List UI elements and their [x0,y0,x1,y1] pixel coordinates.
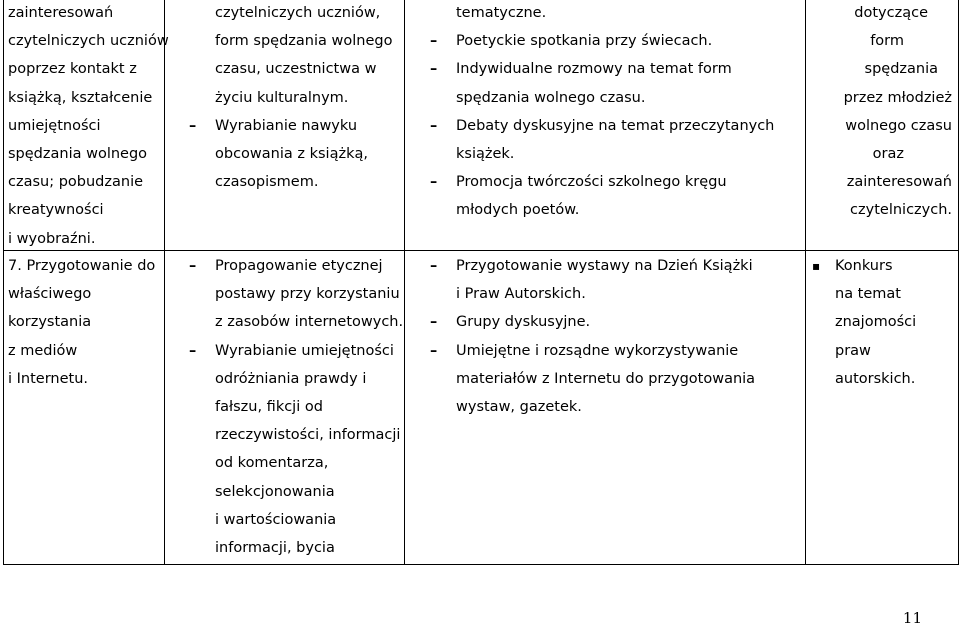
text-line: umiejętności [8,117,101,134]
text-line: dotyczące [854,5,928,21]
text-line: zainteresowań [8,5,114,21]
text-line: czasu; pobudzanie [8,174,144,191]
text-line: czytelniczych. [850,202,952,219]
list-item [430,308,755,336]
text-line: zainteresowań [846,174,952,191]
table-border-left [3,0,4,565]
text-line: i wartościowania [215,511,337,528]
text-line: tematyczne. [456,5,547,21]
text-line: informacji, bycia [215,540,335,557]
text-line: rzeczywistości, informacji [215,427,401,444]
text-line: spędzania [864,61,938,78]
text-line: Promocja twórczości szkolnego kręgu [456,174,727,191]
list-item [430,112,775,168]
text-line: Umiejętne i rozsądne wykorzystywanie [456,342,739,359]
text-line: selekcjonowania [215,483,335,500]
text-line: Poetyckie spotkania przy świecach. [456,33,713,50]
text-line: wystaw, gazetek. [456,399,582,416]
row1-tasks-cell [189,0,393,196]
text-line: praw [835,342,871,359]
text-line: oraz [872,146,904,163]
dash-bullet-icon: – [189,258,197,274]
text-line: przez młodzież [843,89,952,106]
row1-outcomes-cell [812,0,952,225]
text-line: właściwego [8,286,92,303]
row2-tasks-cell [189,252,404,562]
text-line: form [870,33,904,50]
text-line: od komentarza, [215,455,329,472]
table-border-col3 [805,0,806,565]
row1-goal-cell [8,0,169,253]
text-line: spędzania wolnego czasu. [456,89,646,106]
table-border-right [958,0,959,565]
text-line: książką, kształcenie [8,89,153,106]
text-line: z zasobów internetowych. [215,314,404,331]
dash-bullet-icon: – [430,258,438,274]
text-line: na temat [835,286,901,303]
text-line: spędzania wolnego [8,146,148,163]
text-line: Debaty dyskusyjne na temat przeczytanych [456,117,775,134]
dash-bullet-icon: – [430,314,438,331]
text-line: znajomości [835,314,917,331]
text-line: Przygotowanie wystawy na Dzień Książki [456,258,753,274]
table-border-bottom [3,564,959,565]
list-item [189,112,392,197]
square-bullet-icon: ▪ [812,259,821,273]
dash-bullet-icon: – [189,117,197,134]
page-number: 11 [902,609,922,627]
text-line: materiałów z Internetu do przygotowania [456,370,756,387]
dash-bullet-icon: – [189,342,197,359]
text-line: postawy przy korzystaniu [215,286,400,303]
text-line: Indywidualne rozmowy na temat form [456,61,732,78]
text-line: autorskich. [835,370,916,387]
text-line: Propagowanie etycznej [215,258,383,274]
text-line: poprzez kontakt z [8,61,137,78]
list-item [430,55,774,111]
text-line: Wyrabianie nawyku [215,117,358,134]
dash-bullet-icon: – [430,61,438,78]
list-item [430,252,755,308]
text-line: i Praw Autorskich. [456,286,586,303]
text-line: fałszu, fikcji od [215,399,323,416]
text-line: 7. Przygotowanie do [8,258,156,274]
text-line: Konkurs [835,258,893,274]
row1-methods-cell [430,0,775,225]
list-item [189,252,404,337]
text-line: kreatywności [8,202,104,219]
text-line: odróżniania prawdy i [215,370,367,387]
row2-goal-cell [8,252,155,393]
list-item [430,168,774,224]
dash-bullet-icon: – [430,117,438,134]
list-item [430,27,774,55]
table-border-col2 [404,0,405,565]
text-line: Wyrabianie umiejętności [215,342,394,359]
dash-bullet-icon: – [430,33,438,50]
dash-bullet-icon: – [430,342,438,359]
text-line: korzystania [8,314,92,331]
text-line: czasopismem. [215,174,319,191]
row2-methods-cell [430,252,756,421]
row2-outcomes-cell [812,252,917,393]
text-line: czytelniczych uczniów [8,33,169,50]
text-line: czasu, uczestnictwa w [215,61,377,78]
text-line: młodych poetów. [456,202,580,219]
text-line: z mediów [8,342,78,359]
text-line: wolnego czasu [845,117,952,134]
list-item [189,337,403,563]
list-item [430,337,756,422]
dash-bullet-icon: – [430,174,438,191]
text-line: obcowania z książką, [215,146,368,163]
text-line: i Internetu. [8,370,89,387]
text-line: i wyobraźni. [8,230,96,247]
text-line: form spędzania wolnego [215,33,393,50]
list-item [812,252,917,393]
text-line: książek. [456,146,515,163]
text-line: czytelniczych uczniów, [215,5,381,21]
text-line: Grupy dyskusyjne. [456,314,591,331]
text-line: życiu kulturalnym. [215,89,349,106]
